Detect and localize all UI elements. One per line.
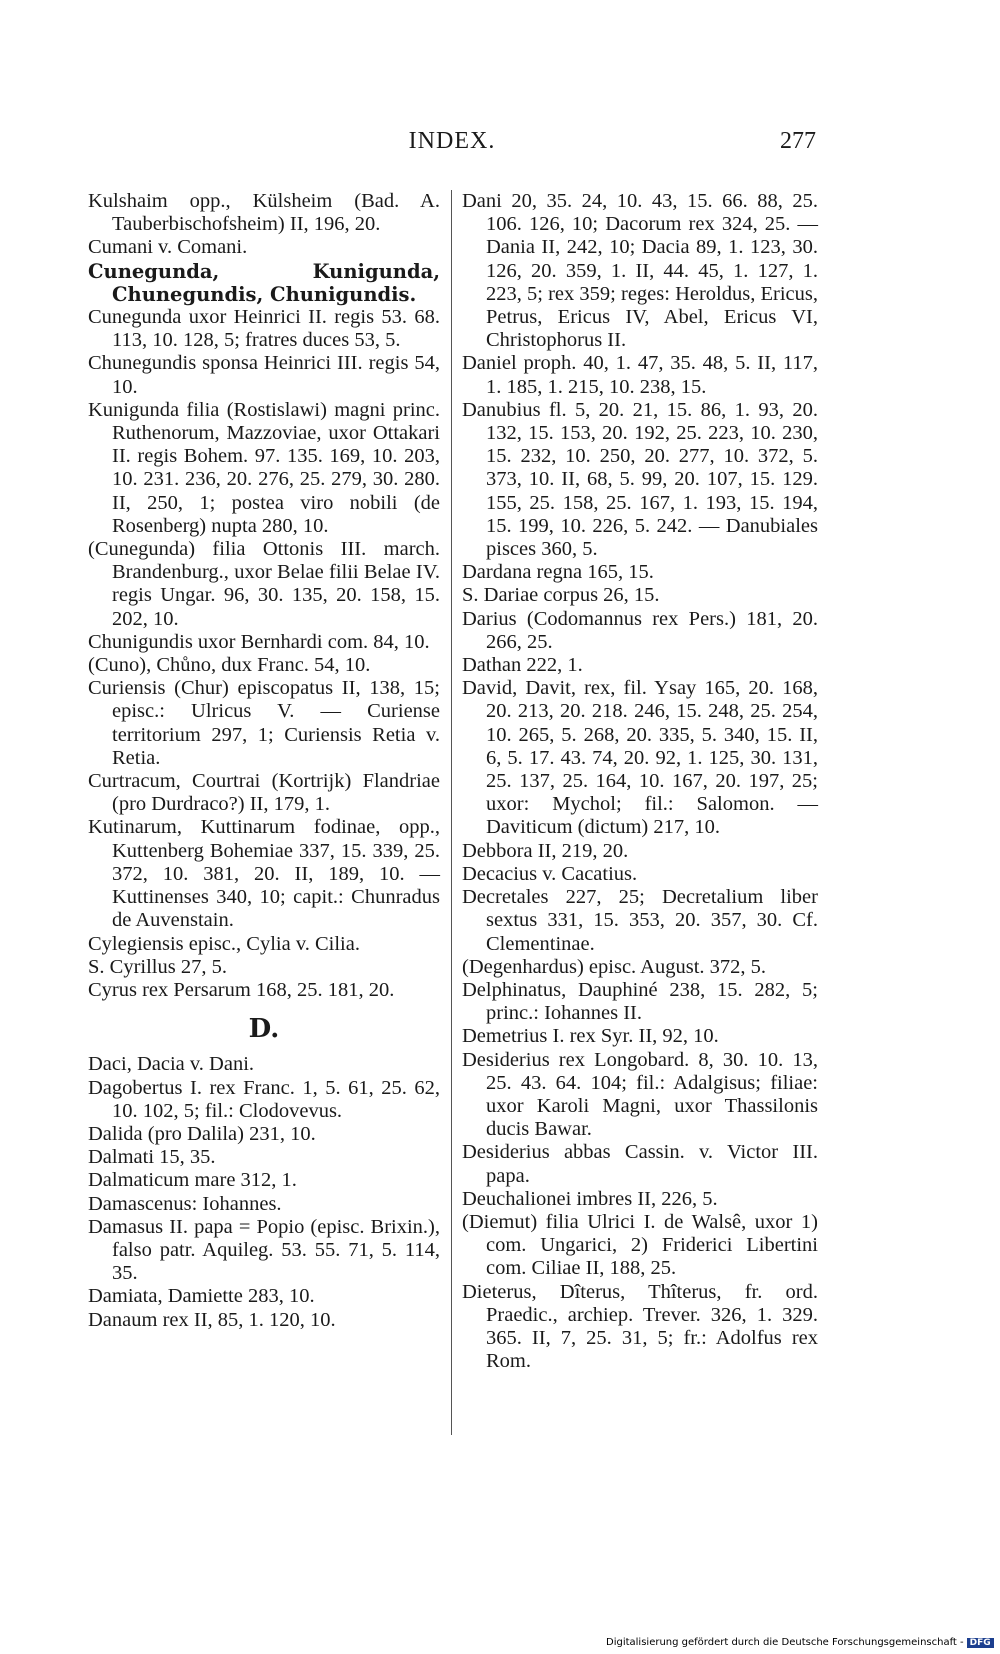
- index-entry: Deuchalionei imbres II, 226, 5.: [462, 1187, 718, 1210]
- index-entry: (Degenhardus) episc. August. 372, 5.: [462, 955, 767, 978]
- credit-text: Digitalisierung gefördert durch die Deutsche Forschungsgemeinschaft -: [606, 1637, 964, 1648]
- index-entry: Daniel proph. 40, 1. 47, 35. 48, 5. II, 117, 1. 185, 1. 215, 10. 238, 15.: [462, 352, 818, 398]
- index-entry: (Diemut) filia Ulrici I. de Walsê, uxor 1) com. Ungarici, 2) Friderici Libertini com. Ciliae II, 188, 25.: [462, 1210, 818, 1280]
- index-entry: (Cunegunda) filia Ottonis III. march. Brandenburg., uxor Belae filii Belae IV. regis Ungar. 96, 30. 135, 20. 158, 15. 202, 10.: [88, 538, 440, 630]
- index-entry: Damiata, Damiette 283, 10.: [88, 1285, 315, 1308]
- page-number: 277: [780, 128, 816, 154]
- index-entry: Kunigunda filia (Rostislawi) magni princ. Ruthenorum, Mazzoviae, uxor Ottakari II. regis Bohem. 97. 135. 169, 10. 203, 10. 231. 236, 20. 276, 25. 279, 30. 280. II, 250, 1; postea viro nobili (de Rosenberg) nupta 280, 10.: [88, 398, 440, 537]
- index-entry: Dalida (pro Dalila) 231, 10.: [88, 1122, 316, 1145]
- index-entry: Desiderius rex Longobard. 8, 30. 10. 13, 25. 43. 64. 104; fil.: Adalgisus; filiae: uxor Karoli Magni, uxor Thassilonis ducis Bawar.: [462, 1048, 818, 1141]
- index-entry: S. Dariae corpus 26, 15.: [462, 584, 660, 607]
- index-entry: Dagobertus I. rex Franc. 1, 5. 61, 25. 62, 10. 102, 5; fil.: Clodovevus.: [88, 1076, 440, 1122]
- index-entry: Delphinatus, Dauphiné 238, 15. 282, 5; princ.: Iohannes II.: [462, 978, 818, 1025]
- index-entry: Danaum rex II, 85, 1. 120, 10.: [88, 1308, 336, 1331]
- index-entry: Cumani v. Comani.: [88, 236, 248, 259]
- index-entry: Dathan 222, 1.: [462, 654, 583, 677]
- index-entry: Desiderius abbas Cassin. v. Victor III. papa.: [462, 1141, 818, 1187]
- index-entry: Daci, Dacia v. Dani.: [88, 1053, 255, 1076]
- index-entry: Dani 20, 35. 24, 10. 43, 15. 66. 88, 25. 106. 126, 10; Dacorum rex 324, 25. — Dania II, 242, 10; Dacia 89, 1. 123, 30. 126, 20. 359, 1. II, 44. 45, 1. 127, 1. 223, 5; rex 359; reges: Heroldus, Ericus, Petrus, Ericus IV, Abel, Ericus VI, Christophorus II.: [462, 190, 818, 352]
- index-entry: Chunegundis sponsa Heinrici III. regis 54, 10.: [88, 352, 440, 398]
- index-entry: Cyrus rex Persarum 168, 25. 181, 20.: [88, 978, 395, 1001]
- index-entry: David, Davit, rex, fil. Ysay 165, 20. 168, 20. 213, 20. 218. 246, 15. 248, 25. 254, 10. 265, 5. 268, 20. 335, 5. 340, 15. II, 6, 5. 17. 43. 74, 20. 92, 1. 125, 30. 131, 25. 137, 25. 164, 10. 167, 20. 197, 25; uxor: Mychol; fil.: Salomon. — Daviticum (dictum) 217, 10.: [462, 677, 818, 839]
- index-entry: Kutinarum, Kuttinarum fodinae, opp., Kuttenberg Bohemiae 337, 15. 339, 25. 372, 10. 381, 20. II, 189, 10. — Kuttinenses 340, 10; capit.: Chunradus de Auvenstain.: [88, 816, 440, 932]
- index-entry: S. Cyrillus 27, 5.: [88, 955, 227, 978]
- index-entry: Debbora II, 219, 20.: [462, 839, 629, 862]
- index-entry: Darius (Codomannus rex Pers.) 181, 20. 266, 25.: [462, 607, 818, 653]
- column-divider: [451, 190, 452, 1435]
- index-entry: Cunegunda uxor Heinrici II. regis 53. 68. 113, 10. 128, 5; fratres duces 53, 5.: [88, 306, 440, 352]
- index-entry: Dalmaticum mare 312, 1.: [88, 1169, 297, 1192]
- index-entry: Dalmati 15, 35.: [88, 1146, 216, 1169]
- running-title: INDEX.: [408, 128, 496, 154]
- index-entry: Dardana regna 165, 15.: [462, 561, 654, 584]
- index-entry: Curiensis (Chur) episcopatus II, 138, 15; episc.: Ulricus V. — Curiense territorium 297, 1; Curiensis Retia v. Retia.: [88, 677, 440, 769]
- index-entry: Dieterus, Dîterus, Thîterus, fr. ord. Praedic., archiep. Trever. 326, 1. 329. 365. II, 7, 25. 31, 5; fr.: Adolfus rex Rom.: [462, 1280, 818, 1373]
- index-entry: Damascenus: Iohannes.: [88, 1192, 282, 1215]
- right-column: [462, 190, 818, 1373]
- index-entry: Curtracum, Courtrai (Kortrijk) Flandriae (pro Durdraco?) II, 179, 1.: [88, 770, 440, 816]
- index-entry: (Cuno), Chůno, dux Franc. 54, 10.: [88, 654, 371, 677]
- left-column: [88, 190, 440, 1332]
- index-entry: Damasus II. papa = Popio (episc. Brixin.), falso patr. Aquileg. 53. 55. 71, 5. 114, 35.: [88, 1215, 440, 1285]
- section-letter: D.: [248, 1014, 280, 1045]
- digitization-credit: [606, 1637, 994, 1648]
- index-entry: Kulshaim opp., Külsheim (Bad. A. Tauberbischofsheim) II, 196, 20.: [88, 190, 440, 236]
- index-entry: Cylegiensis episc., Cylia v. Cilia.: [88, 932, 360, 955]
- index-entry: Demetrius I. rex Syr. II, 92, 10.: [462, 1025, 719, 1048]
- index-entry: Decacius v. Cacatius.: [462, 862, 638, 885]
- dfg-logo: DFG: [967, 1638, 994, 1648]
- index-heading: Cunegunda, Kunigunda, Chunegundis, Chunigundis.: [88, 259, 440, 306]
- page-header: [88, 128, 816, 162]
- index-entry: Decretales 227, 25; Decretalium liber sextus 331, 15. 353, 20. 357, 30. Cf. Clementinae.: [462, 886, 818, 955]
- index-entry: Danubius fl. 5, 20. 21, 15. 86, 1. 93, 20. 132, 15. 153, 20. 192, 25. 223, 10. 230, 15. 232, 10. 250, 20. 277, 10. 372, 5. 373, 10. II, 68, 5. 99, 20. 107, 15. 129. 155, 25. 158, 25. 167, 1. 193, 15. 194, 15. 199, 10. 226, 5. 242. — Danubiales pisces 360, 5.: [462, 398, 818, 561]
- index-entry: Chunigundis uxor Bernhardi com. 84, 10.: [88, 630, 430, 653]
